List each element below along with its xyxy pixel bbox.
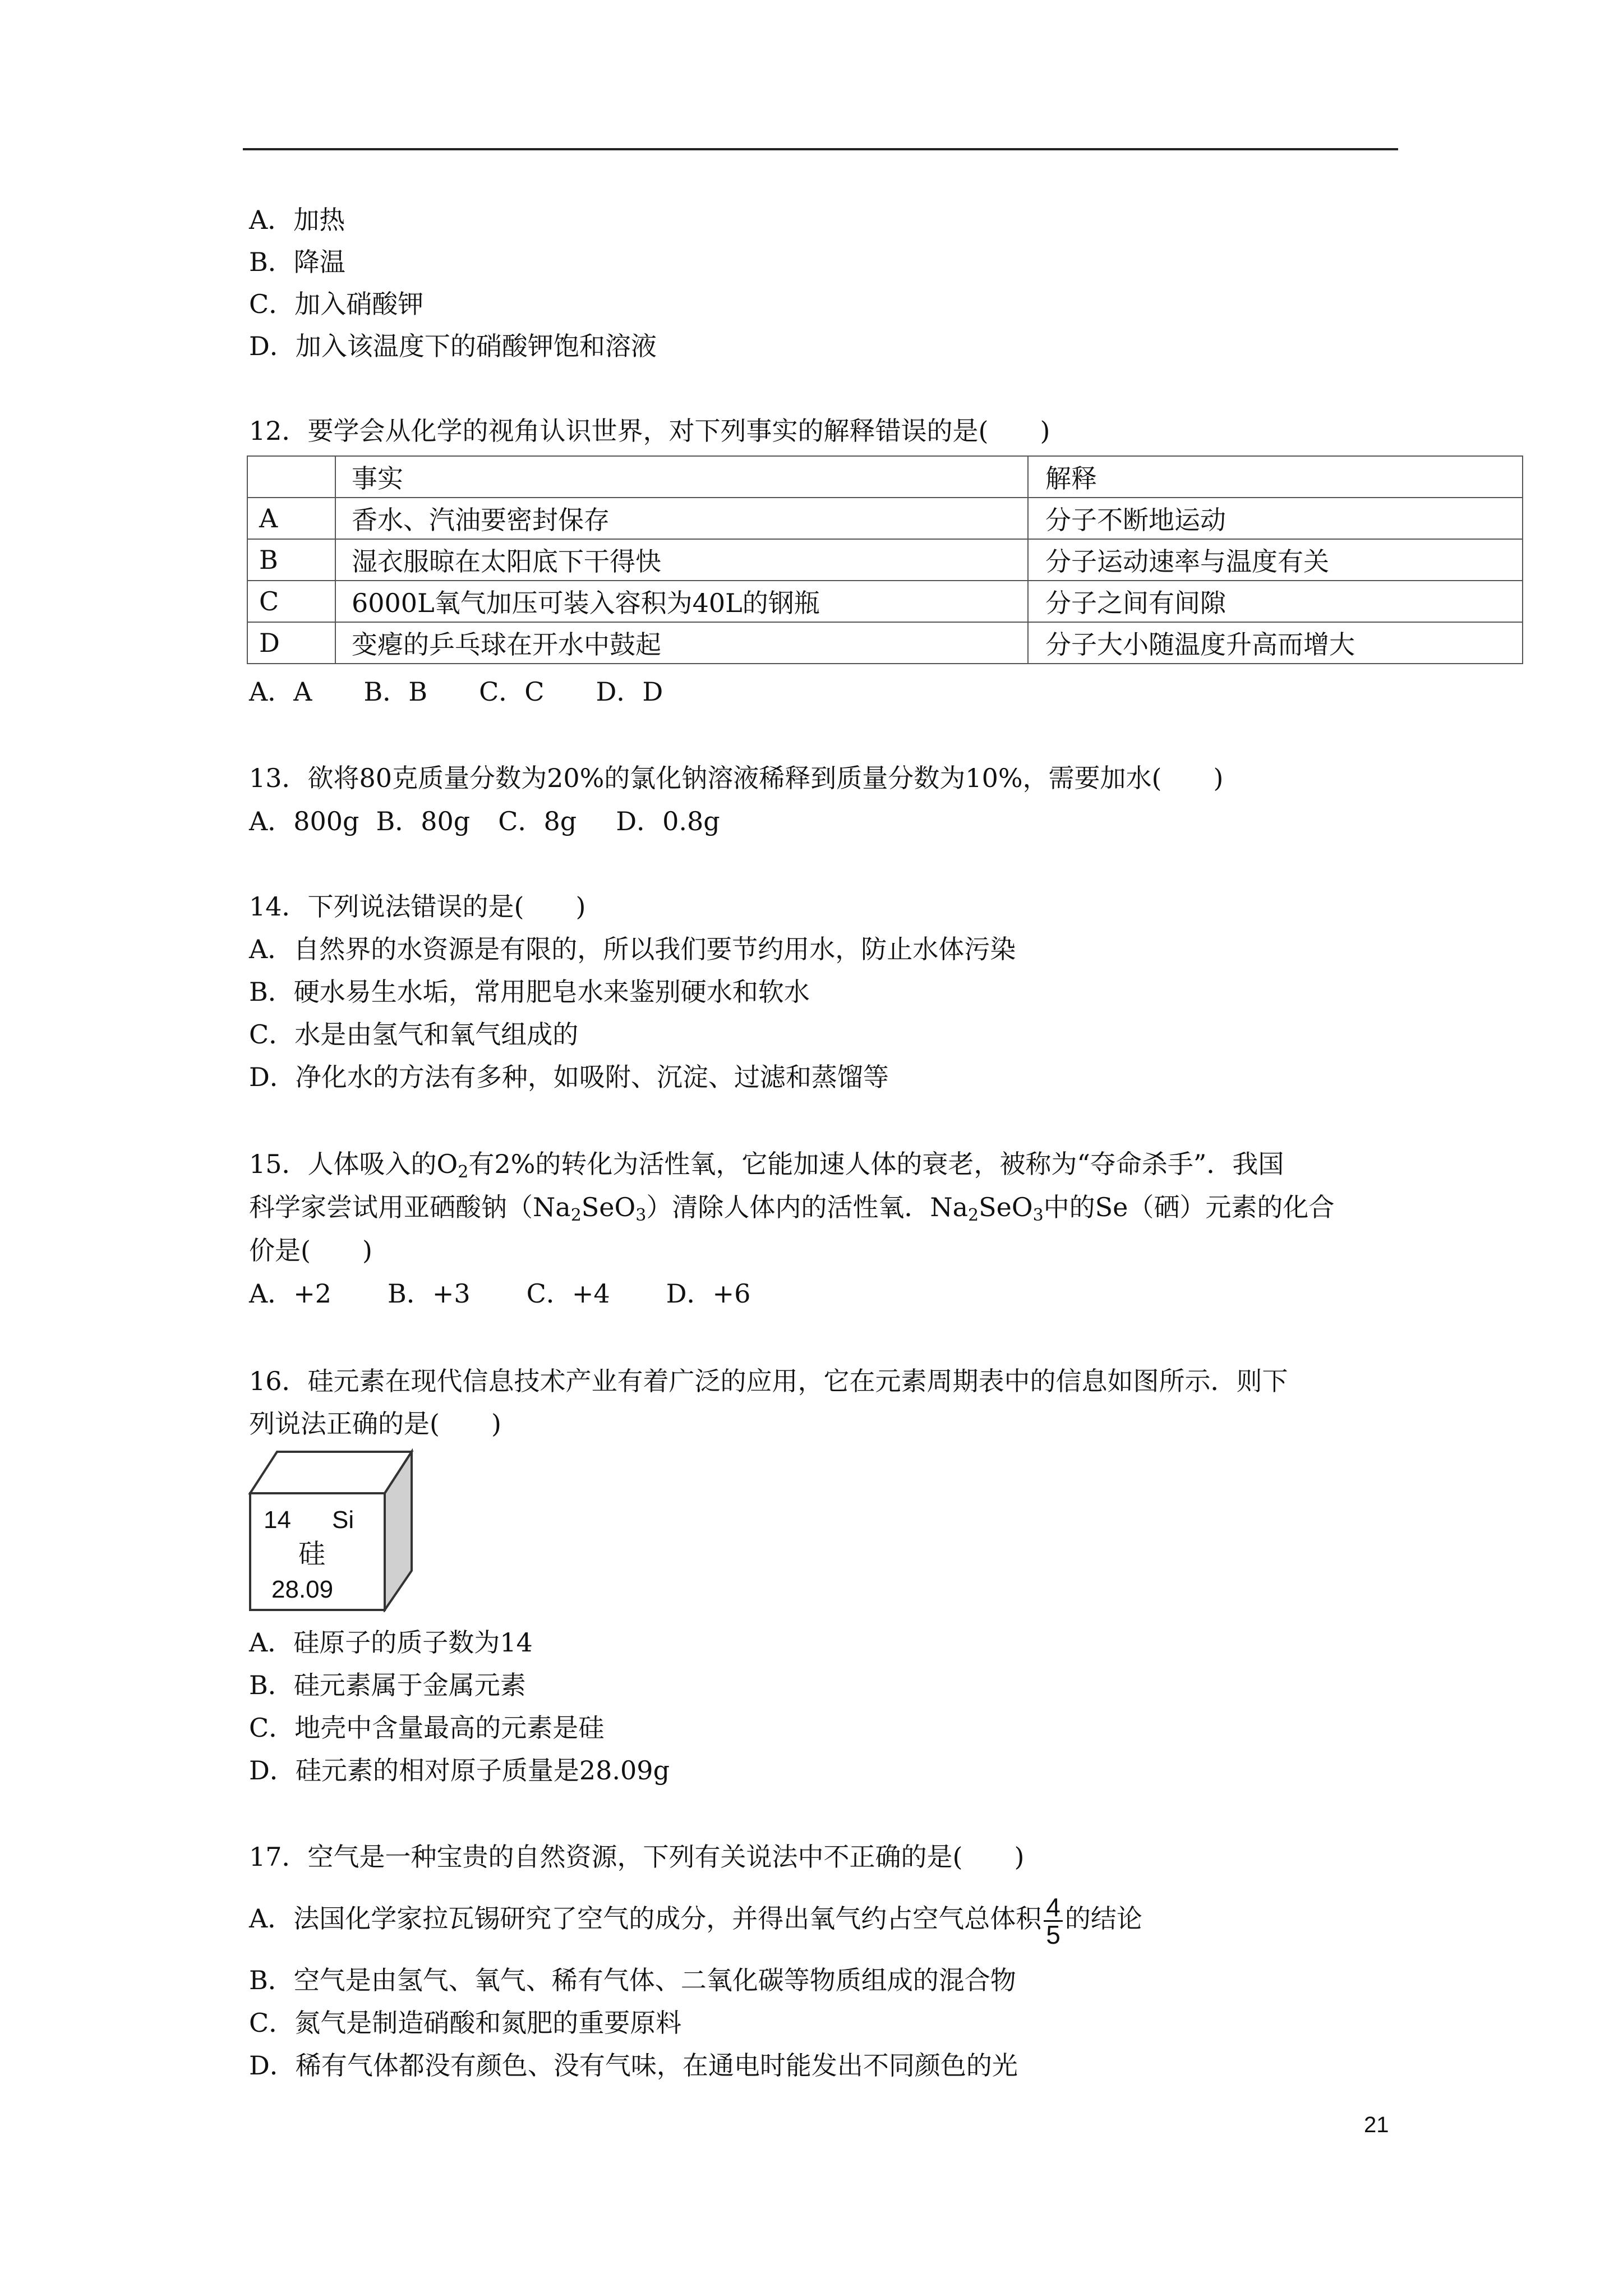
fraction-denominator: 5 xyxy=(1046,1920,1061,1949)
table-cell: 湿衣服晾在太阳底下干得快 xyxy=(335,539,1028,581)
q16-option-b: B．硅元素属于金属元素 xyxy=(249,1670,526,1700)
q15-text: ）清除人体内的活性氧．Na xyxy=(646,1192,969,1222)
fraction-numerator: 4 xyxy=(1044,1894,1063,1922)
q14-option-c: C．水是由氢气和氧气组成的 xyxy=(249,1019,579,1050)
table-cell: D xyxy=(247,622,335,664)
q12-option-d: D．D xyxy=(596,677,663,707)
q15-text: 科学家尝试用亚硒酸钠（Na xyxy=(249,1192,571,1222)
q12-option-a: A．A xyxy=(249,677,312,707)
table-cell: 变瘪的乒乓球在开水中鼓起 xyxy=(335,622,1028,664)
q12-option-c: C．C xyxy=(479,677,545,707)
q16-stem-line2: 列说法正确的是( ) xyxy=(249,1409,501,1439)
element-mass: 28.09 xyxy=(271,1576,334,1603)
q11-option-b: B．降温 xyxy=(249,247,345,277)
q17-option-c: C．氮气是制造硝酸和氮肥的重要原料 xyxy=(249,2008,682,2038)
table-header-cell xyxy=(247,456,335,498)
page-number: 21 xyxy=(1364,2113,1389,2137)
q16-option-a: A．硅原子的质子数为14 xyxy=(249,1627,533,1658)
q15-option-d: D．+6 xyxy=(666,1278,751,1309)
q13-option-d: D．0.8g xyxy=(616,806,720,836)
table-cell: 香水、汽油要密封保存 xyxy=(335,498,1028,539)
q12-table xyxy=(247,455,1523,664)
element-symbol: Si xyxy=(332,1506,354,1534)
q12-option-b: B．B xyxy=(363,677,428,707)
table-header-row xyxy=(247,456,1523,498)
q17-option-a-text: A．法国化学家拉瓦锡研究了空气的成分，并得出氧气约占空气总体积 xyxy=(249,1903,1042,1934)
table-header-cell: 解释 xyxy=(1028,456,1523,498)
q15-option-b: B．+3 xyxy=(388,1278,471,1309)
q15-text: SeO xyxy=(979,1192,1033,1222)
table-cell: B xyxy=(247,539,335,581)
q13-option-b: B．80g xyxy=(376,806,471,836)
element-name: 硅 xyxy=(298,1538,326,1570)
subscript: 3 xyxy=(635,1205,647,1225)
q17-option-a xyxy=(249,1885,1142,1952)
q15-text: 有2%的转化为活性氧，它能加速人体的衰老，被称为“夺命杀手”．我国 xyxy=(468,1149,1284,1179)
table-cell: 分子运动速率与温度有关 xyxy=(1028,539,1523,581)
q11-option-c: C．加入硝酸钾 xyxy=(249,289,424,319)
q15-options xyxy=(249,1277,802,1310)
table-cell: 分子不断地运动 xyxy=(1028,498,1523,539)
q17-stem: 17．空气是一种宝贵的自然资源，下列有关说法中不正确的是( ) xyxy=(249,1842,1025,1872)
subscript: 2 xyxy=(570,1205,582,1225)
subscript: 2 xyxy=(458,1162,469,1182)
subscript: 3 xyxy=(1032,1205,1044,1225)
q14-stem: 14．下列说法错误的是( ) xyxy=(249,891,586,922)
table-cell: A xyxy=(247,498,335,539)
q15-text: 中的Se（硒）元素的化合 xyxy=(1043,1192,1335,1222)
q11-option-d: D．加入该温度下的硝酸钾饱和溶液 xyxy=(249,331,657,361)
q15-option-a: A．+2 xyxy=(249,1278,332,1309)
table-cell: C xyxy=(247,581,335,622)
q15-text: SeO xyxy=(581,1192,636,1222)
table-cell: 6000L氧气加压可装入容积为40L的钢瓶 xyxy=(335,581,1028,622)
q15-stem-line3: 价是( ) xyxy=(249,1235,372,1266)
element-number: 14 xyxy=(264,1506,291,1534)
q17-option-b: B．空气是由氢气、氧气、稀有气体、二氧化碳等物质组成的混合物 xyxy=(249,1965,1016,1995)
q14-option-b: B．硬水易生水垢，常用肥皂水来鉴别硬水和软水 xyxy=(249,977,810,1007)
q13-option-c: C．8g xyxy=(498,806,577,836)
table-cell: 分子大小随温度升高而增大 xyxy=(1028,622,1523,664)
table-row xyxy=(247,498,1523,539)
q15-stem-line1 xyxy=(249,1147,1284,1181)
q15-option-c: C．+4 xyxy=(526,1278,610,1309)
table-cell: 分子之间有间隙 xyxy=(1028,581,1523,622)
q13-options xyxy=(249,804,772,838)
table-row xyxy=(247,539,1523,581)
q12-stem: 12．要学会从化学的视角认识世界，对下列事实的解释错误的是( ) xyxy=(249,416,1050,446)
q14-option-a: A．自然界的水资源是有限的，所以我们要节约用水，防止水体污染 xyxy=(249,934,1016,964)
q11-option-a: A．加热 xyxy=(249,205,345,235)
table-header-cell: 事实 xyxy=(335,456,1028,498)
q16-stem-line1: 16．硅元素在现代信息技术产业有着广泛的应用，它在元素周期表中的信息如图所示．则下 xyxy=(249,1366,1288,1396)
q16-option-c: C．地壳中含量最高的元素是硅 xyxy=(249,1713,605,1743)
q12-options xyxy=(249,675,714,708)
q17-option-a-text: 的结论 xyxy=(1064,1903,1142,1934)
q16-option-d: D．硅元素的相对原子质量是28.09g xyxy=(249,1755,670,1786)
fraction xyxy=(1044,1894,1063,1948)
subscript: 2 xyxy=(968,1205,979,1225)
q15-text: 15．人体吸入的O xyxy=(249,1149,458,1179)
q17-option-d: D．稀有气体都没有颜色、没有气味，在通电时能发出不同颜色的光 xyxy=(249,2050,1018,2081)
header-rule xyxy=(243,148,1398,150)
table-row xyxy=(247,581,1523,622)
q15-stem-line2 xyxy=(249,1190,1334,1224)
q14-option-d: D．净化水的方法有多种，如吸附、沉淀、过滤和蒸馏等 xyxy=(249,1062,889,1092)
q13-option-a: A．800g xyxy=(249,806,359,836)
table-row xyxy=(247,622,1523,664)
silicon-element-tile xyxy=(247,1448,415,1612)
q13-stem: 13．欲将80克质量分数为20%的氯化钠溶液稀释到质量分数为10%，需要加水( ) xyxy=(249,763,1224,793)
